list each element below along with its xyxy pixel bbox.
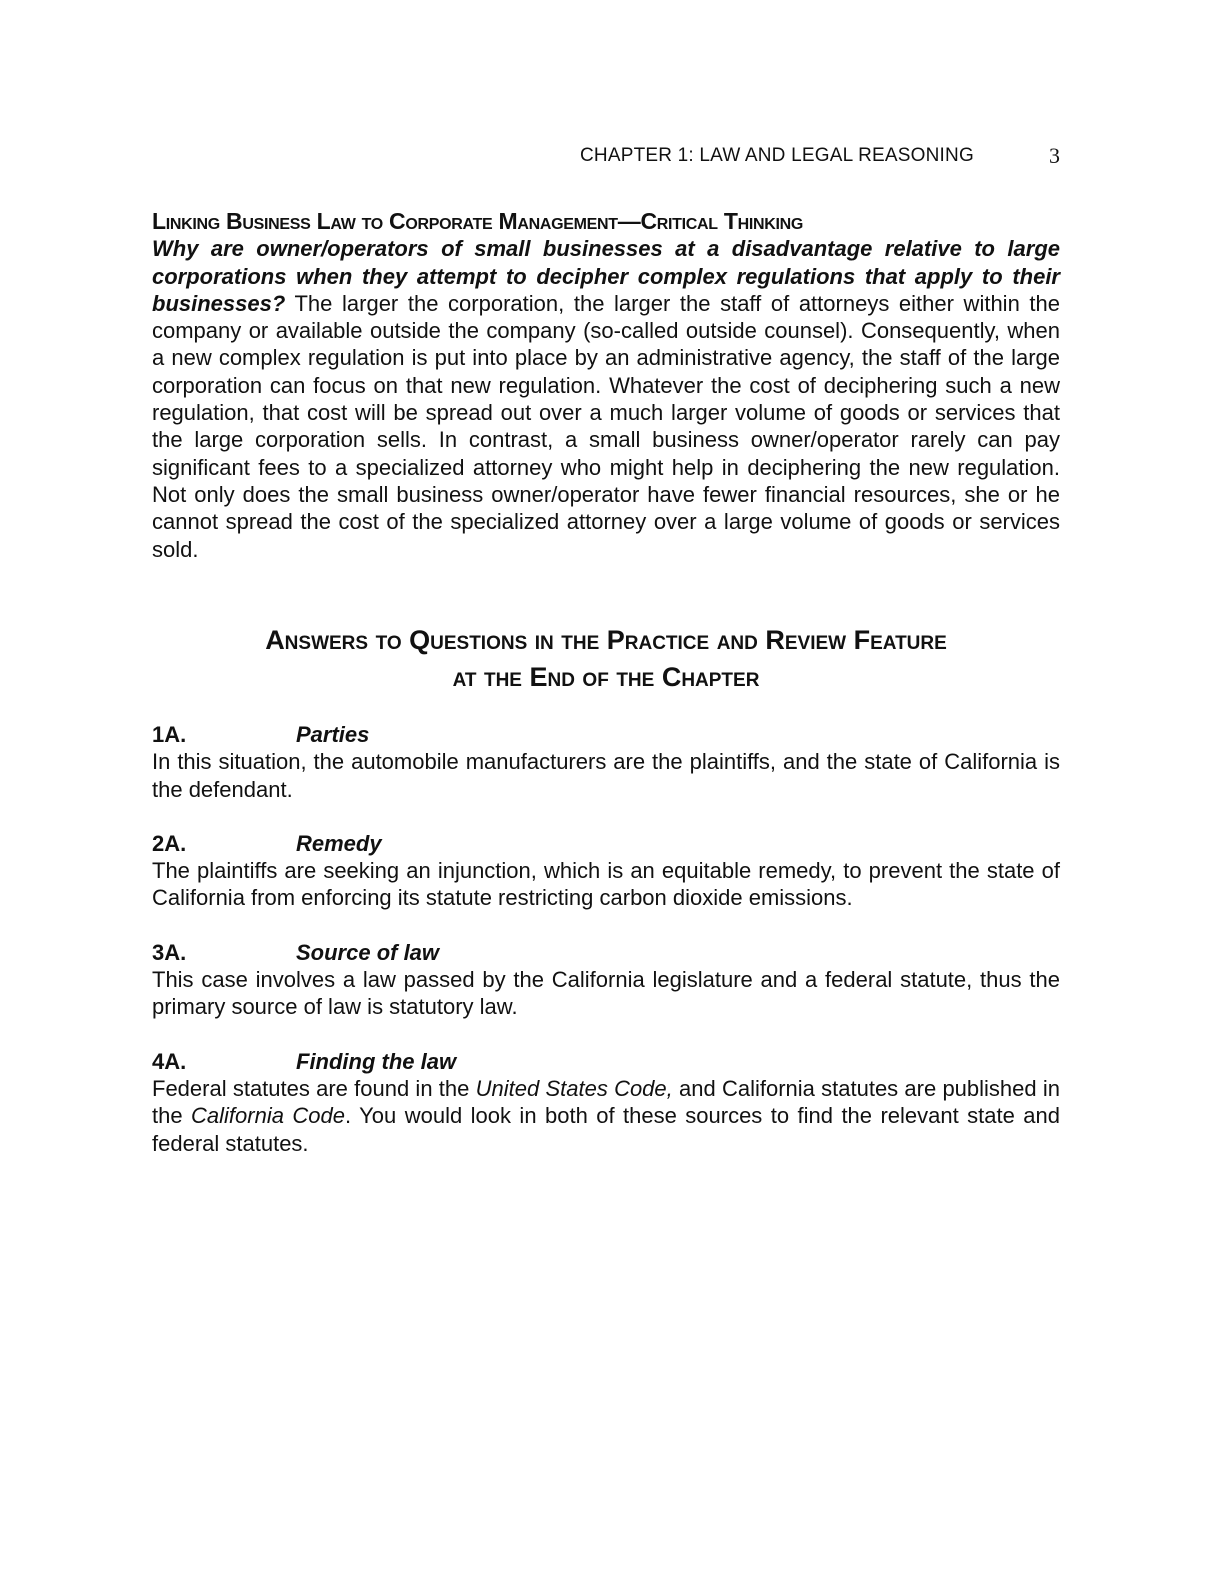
section-heading: Linking Business Law to Corporate Management—Critical Thinking [152,208,804,234]
question-text: Why are owner/operators of small businesses at a disadvantage relative to large corporations when they attempt to decipher complex regulations that apply to their businesses? [152,236,1060,316]
answer-text [152,1075,1060,1157]
answer-item [152,721,1060,803]
answers-heading-line2: at the End of the Chapter [452,662,760,692]
answer-title: Parties [296,722,370,747]
answer-number: 3A. [152,939,187,965]
answer-title: Finding the law [296,1048,457,1074]
answer-text: This case involves a law passed by the California legislature and a federal statute, thus the primary source of law is statutory law. [152,967,1060,1020]
citation-california-code: California Code [191,1103,345,1129]
answer-item [152,1048,1060,1157]
answer-text: The plaintiffs are seeking an injunction, which is an equitable remedy, to prevent the state of California from enforcing its statute restricting carbon dioxide emissions. [152,858,1060,911]
critical-thinking-paragraph [152,235,1060,563]
answer-text: The larger the corporation, the larger the staff of attorneys either within the company or available outside the company (so-called outside counsel). Consequently, when a new complex regulation is put into place by an administrative agency, the staff of the large corporation can focus on that new regulation. Whatever the cost of deciphering such a new regulation, that cost will be spread out over a much larger volume of goods or services that the large corporation sells. In contrast, a small business owner/operator rarely can pay significant fees to a specialized attorney who might help in deciphering the new regulation. Not only does the small business owner/operator have fewer financial resources, she or he cannot spread the cost of the specialized attorney over a large volume of goods or services sold. [152,290,1060,562]
answer-item [152,939,1060,1021]
answer-number: 1A. [152,722,187,747]
answers-heading-line1: Answers to Questions in the Practice and Review Feature [265,625,947,655]
answer-item [152,830,1060,912]
text-segment: and California statutes are published in the [152,1075,1060,1129]
answer-title: Source of law [296,939,440,965]
answer-title: Remedy [296,830,382,856]
answers-heading [152,622,1060,696]
answers-list [152,721,1060,1184]
text-segment: . You would look in both of these sources to find the relevant state and federal statutes. [152,1103,1061,1156]
answer-number: 4A. [152,1048,187,1074]
answer-number: 2A. [152,830,187,856]
chapter-title: CHAPTER 1: LAW AND LEGAL REASONING [580,145,974,166]
page-number: 3 [1049,143,1060,168]
text-segment: Federal statutes are found in the [152,1075,476,1101]
citation-us-code: United States Code, [475,1075,673,1101]
critical-thinking-section [152,208,1060,563]
answer-text: In this situation, the automobile manufacturers are the plaintiffs, and the state of California is the defendant. [152,749,1060,802]
